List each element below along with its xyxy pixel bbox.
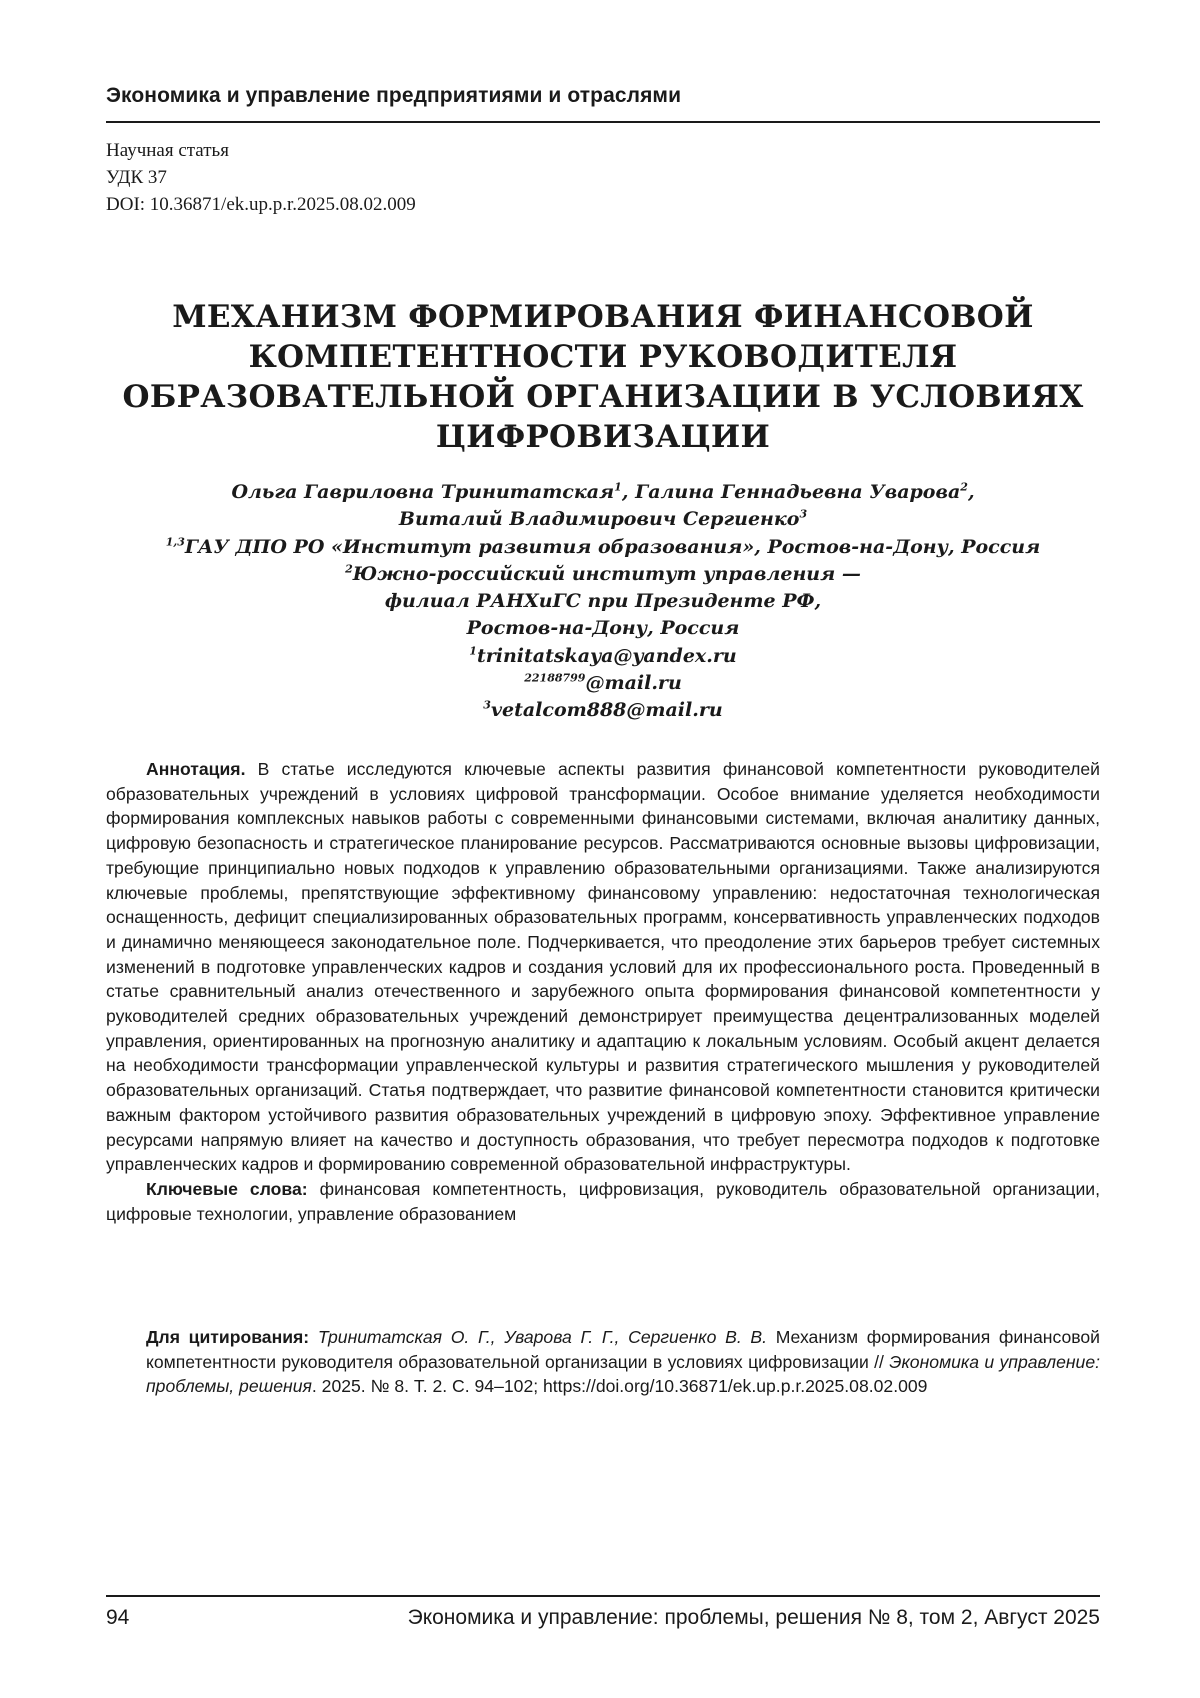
authors-block: [106, 479, 1100, 725]
keywords-label: Ключевые слова:: [146, 1179, 308, 1199]
email-address: @mail.ru: [585, 672, 681, 694]
email: [106, 643, 1100, 670]
citation-authors: Тринитатская О. Г., Уварова Г. Г., Сергиенко В. В.: [309, 1327, 767, 1347]
article-page: [106, 0, 1100, 1698]
affiliation-index: 1,3: [166, 535, 185, 548]
email: [106, 697, 1100, 724]
author-name: Виталий Владимирович Сергиенко: [399, 508, 800, 530]
keywords-paragraph: [106, 1177, 1100, 1226]
article-meta: [106, 137, 416, 218]
abstract-paragraph: [106, 757, 1100, 1177]
affiliation-index: 2: [345, 563, 353, 576]
email: [106, 670, 1100, 697]
header-rule: [106, 121, 1100, 123]
udk-code: УДК 37: [106, 164, 416, 191]
abstract-label: Аннотация.: [146, 759, 245, 779]
abstract-text: В статье исследуются ключевые аспекты развития финансовой компетентности руководителей образовательных учреждений в условиях цифровой трансформации. Особое внимание уделяется необходимости формирования комплексных навыков работы с современными финансовыми системами, включая аналитику данных, цифровую безопасность и стратегическое планирование ресурсов. Рассматриваются основные вызовы цифровизации, требующие принципиально новых подходов к управлению образовательными организациями. Также анализируются ключевые проблемы, препятствующие эффективному финансовому управлению: недостаточная технологическая оснащенность, дефицит специализированных образовательных программ, консервативность управленческих подходов и динамично меняющееся законодательное поле. Подчеркивается, что преодоление этих барьеров требует системных изменений в подготовке управленческих кадров и создания условий для их профессионального роста. Проведенный в статье сравнительный анализ отечественного и зарубежного опыта формирования финансовой компетентности у руководителей средних образовательных учреждений демонстрирует преимущества децентрализованных моделей управления, ориентированных на прогнозную аналитику и адаптацию к локальным условиям. Особый акцент делается на необходимости трансформации управленческой культуры и развития стратегического мышления у руководителей образовательных организаций. Статья подтверждает, что развитие финансовой компетентности становится критически важным фактором устойчивого развития образовательных учреждений в цифровую эпоху. Эффективное управление ресурсами напрямую влияет на качество и доступность образования, что требует пересмотра подходов к подготовке управленческих кадров и формированию современной образовательной инфраструктуры.: [106, 759, 1100, 1174]
citation-block: [146, 1325, 1100, 1399]
affiliation: [106, 534, 1100, 561]
author-index: 3: [799, 508, 807, 521]
section-title: Экономика и управление предприятиями и отраслями: [106, 84, 681, 108]
author-name: Ольга Гавриловна Тринитатская: [231, 481, 614, 503]
article-type: Научная статья: [106, 137, 416, 164]
authors-line-2: [106, 506, 1100, 533]
page-number: 94: [106, 1606, 129, 1630]
title-line: МЕХАНИЗМ ФОРМИРОВАНИЯ ФИНАНСОВОЙ: [106, 297, 1100, 337]
separator: ,: [968, 481, 975, 503]
email-index: 3: [483, 699, 491, 712]
title-line: ЦИФРОВИЗАЦИИ: [106, 417, 1100, 457]
footer-rule: [106, 1595, 1100, 1597]
affiliation-text: ГАУ ДПО РО «Институт развития образования», Ростов-на-Дону, Россия: [185, 536, 1040, 558]
affiliation-cont: филиал РАНХиГС при Президенте РФ,: [106, 588, 1100, 615]
affiliation-cont: Ростов-на-Дону, Россия: [106, 615, 1100, 642]
email-index: 1: [469, 644, 477, 657]
affiliation-text: Южно-российский институт управления —: [353, 563, 861, 585]
citation-title: Механизм формирования финансовой компетентности руководителя образовательной организации в условиях цифровизации //: [146, 1327, 1100, 1372]
email-index: 22188799: [524, 672, 585, 685]
email-address: vetalcom888@mail.ru: [491, 699, 723, 721]
abstract-block: [106, 757, 1100, 1226]
journal-issue: Экономика и управление: проблемы, решения № 8, том 2, Август 2025: [408, 1606, 1100, 1630]
affiliation: [106, 561, 1100, 588]
citation-journal: Экономика и управление: проблемы, решения: [146, 1352, 1100, 1397]
article-title: [106, 297, 1100, 457]
author-index: 1: [614, 481, 622, 494]
keywords-text: финансовая компетентность, цифровизация, руководитель образовательной организации, цифровые технологии, управление образованием: [106, 1179, 1100, 1224]
author-index: 2: [960, 481, 968, 494]
citation-label: Для цитирования:: [146, 1327, 309, 1347]
author-name: Галина Геннадьевна Уварова: [635, 481, 960, 503]
title-line: КОМПЕТЕНТНОСТИ РУКОВОДИТЕЛЯ: [106, 337, 1100, 377]
separator: ,: [622, 481, 629, 503]
citation-details: . 2025. № 8. Т. 2. С. 94–102; https://doi.org/10.36871/ek.up.p.r.2025.08.02.009: [312, 1376, 928, 1396]
doi: DOI: 10.36871/ek.up.p.r.2025.08.02.009: [106, 191, 416, 218]
authors-line-1: [106, 479, 1100, 506]
title-line: ОБРАЗОВАТЕЛЬНОЙ ОРГАНИЗАЦИИ В УСЛОВИЯХ: [106, 377, 1100, 417]
email-address: trinitatskaya@yandex.ru: [477, 645, 737, 667]
